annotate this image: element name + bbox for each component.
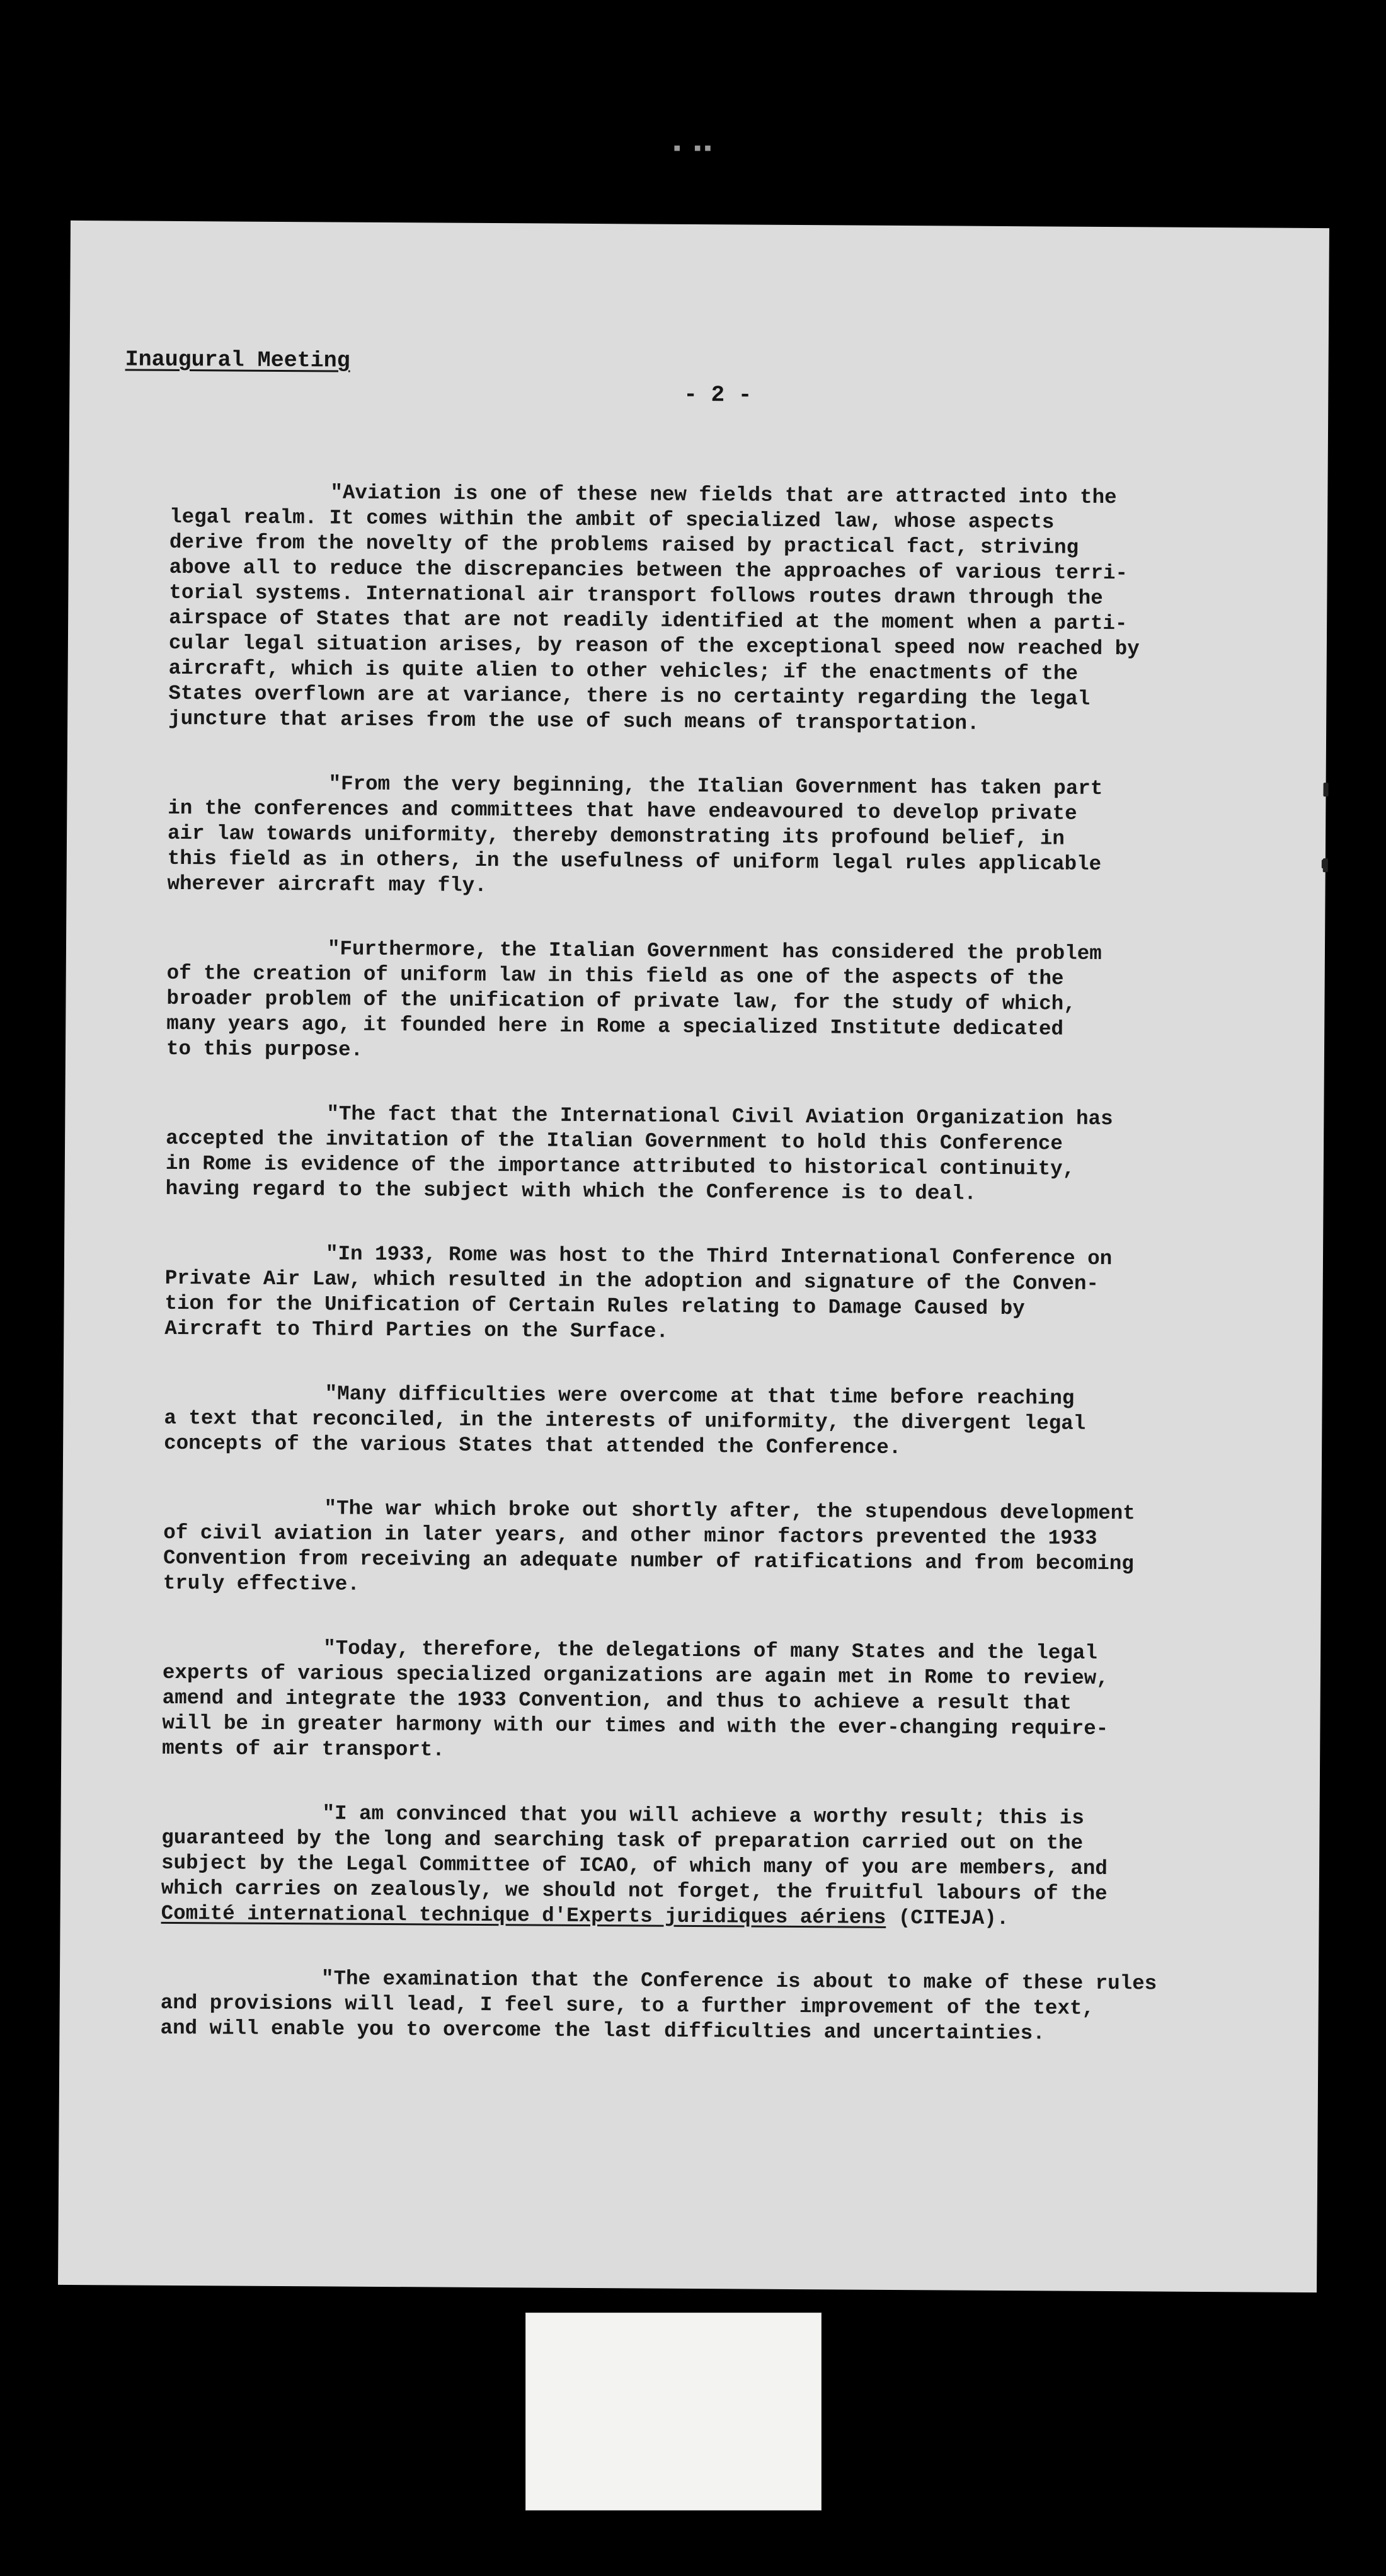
text-line: aircraft, which is quite alien to other vehicles; if the enactments of the bbox=[168, 656, 1079, 686]
paragraph bbox=[161, 1800, 1207, 1933]
text-line: Convention from receiving an adequate number of ratifications and from becoming bbox=[163, 1546, 1134, 1576]
text-line: in the conferences and committees that have endeavoured to develop private bbox=[168, 796, 1077, 825]
text-line: air law towards uniformity, thereby demonstrating its profound belief, in bbox=[167, 821, 1065, 851]
text-line: "I am convinced that you will achieve a worthy result; this is bbox=[322, 1802, 1084, 1830]
text-line: which carries on zealously, we should not forget, the fruitful labours of the bbox=[161, 1876, 1108, 1906]
edge-punch-mark bbox=[1323, 783, 1328, 796]
text-line: "Today, therefore, the delegations of many States and the legal bbox=[323, 1636, 1097, 1665]
text-line: a text that reconciled, in the interests of uniformity, the divergent legal bbox=[164, 1406, 1086, 1435]
text-line: Private Air Law, which resulted in the adoption and signature of the Conven- bbox=[164, 1266, 1099, 1296]
text-line: "The war which broke out shortly after, the stupendous development bbox=[324, 1497, 1135, 1526]
text-line: "The examination that the Conference is about to make of these rules bbox=[321, 1967, 1157, 1996]
text-line: above all to reduce the discrepancies between the approaches of various terri- bbox=[169, 555, 1128, 585]
text-line: derive from the novelty of the problems raised by practical fact, striving bbox=[169, 530, 1079, 560]
paragraph bbox=[166, 1101, 1212, 1208]
text-line: "In 1933, Rome was host to the Third International Conference on bbox=[325, 1242, 1113, 1271]
text-line: ments of air transport. bbox=[162, 1736, 445, 1762]
paragraph bbox=[167, 771, 1213, 903]
text-line: to this purpose. bbox=[166, 1037, 364, 1062]
blank-placard bbox=[525, 2313, 822, 2510]
edge-punch-mark bbox=[1322, 860, 1327, 868]
text-line: accepted the invitation of the Italian Government to hold this Conference bbox=[166, 1126, 1063, 1156]
film-frame-mark: ▪ ▪▪ bbox=[673, 140, 714, 156]
paragraph bbox=[164, 1241, 1211, 1348]
text-line: in Rome is evidence of the importance attributed to historical continuity, bbox=[165, 1151, 1075, 1181]
text-line: and will enable you to overcome the last difficulties and uncertainties. bbox=[160, 2016, 1045, 2045]
text-line: having regard to the subject with which the Conference is to deal. bbox=[165, 1176, 976, 1205]
text-line: wherever aircraft may fly. bbox=[167, 871, 487, 897]
text-line: guaranteed by the long and searching task of preparation carried out on the bbox=[161, 1826, 1084, 1855]
text-line: "From the very beginning, the Italian Government has taken part bbox=[328, 772, 1103, 800]
text-line: subject by the Legal Committee of ICAO, of which many of you are members, and bbox=[161, 1851, 1108, 1881]
text-line: concepts of the various States that attended the Conference. bbox=[164, 1431, 902, 1460]
text-line: juncture that arises from the use of such means of transportation. bbox=[168, 706, 980, 735]
text-line: Aircraft to Third Parties on the Surface. bbox=[164, 1316, 669, 1343]
document-body bbox=[160, 480, 1215, 2086]
document-page bbox=[58, 221, 1329, 2292]
text-line: this field as in others, in the usefulness of uniform legal rules applicable bbox=[167, 846, 1102, 876]
paragraph bbox=[164, 1381, 1210, 1463]
paragraph bbox=[166, 936, 1213, 1068]
text-line: torial systems. International air transport follows routes drawn through the bbox=[169, 580, 1103, 610]
text-line: "Many difficulties were overcome at that time before reaching bbox=[324, 1382, 1075, 1410]
citeja-name: Comité international technique d'Experts juridiques aériens bbox=[161, 1901, 886, 1929]
text-line: of the creation of uniform law in this field as one of the aspects of the bbox=[166, 961, 1064, 991]
text-line: experts of various specialized organizations are again met in Rome to review, bbox=[162, 1660, 1109, 1691]
text-line: legal realm. It comes within the ambit of specialized law, whose aspects bbox=[169, 505, 1055, 534]
text-line: tion for the Unification of Certain Rules relating to Damage Caused by bbox=[164, 1291, 1025, 1321]
citeja-abbreviation: (CITEJA). bbox=[886, 1906, 1009, 1931]
text-line: many years ago, it founded here in Rome a specialized Institute dedicated bbox=[166, 1011, 1064, 1041]
paragraph bbox=[162, 1635, 1208, 1768]
page-header: Inaugural Meeting bbox=[125, 347, 350, 374]
text-line: cular legal situation arises, by reason of the exceptional speed now reached by bbox=[168, 631, 1140, 661]
paragraph bbox=[168, 480, 1215, 738]
text-line: broader problem of the unification of private law, for the study of which, bbox=[166, 986, 1076, 1016]
text-line: "The fact that the International Civil Aviation Organization has bbox=[326, 1102, 1113, 1131]
text-line: will be in greater harmony with our times and with the ever-changing require- bbox=[162, 1711, 1109, 1741]
text-line: "Aviation is one of these new fields that are attracted into the bbox=[330, 481, 1117, 510]
text-line: amend and integrate the 1933 Convention, and thus to achieve a result that bbox=[162, 1686, 1072, 1715]
page-number: - 2 - bbox=[684, 381, 752, 408]
text-line: of civil aviation in later years, and other minor factors prevented the 1933 bbox=[163, 1521, 1097, 1550]
text-line: "Furthermore, the Italian Government has considered the problem bbox=[327, 937, 1102, 965]
text-line: States overflown are at variance, there is no certainty regarding the legal bbox=[168, 681, 1091, 711]
paragraph bbox=[163, 1495, 1210, 1602]
text-line: airspace of States that are not readily identified at the moment when a parti- bbox=[169, 606, 1128, 636]
text-line: truly effective. bbox=[163, 1571, 360, 1596]
text-line: and provisions will lead, I feel sure, to a further improvement of the text, bbox=[160, 1991, 1095, 2020]
paragraph bbox=[160, 1965, 1206, 2047]
